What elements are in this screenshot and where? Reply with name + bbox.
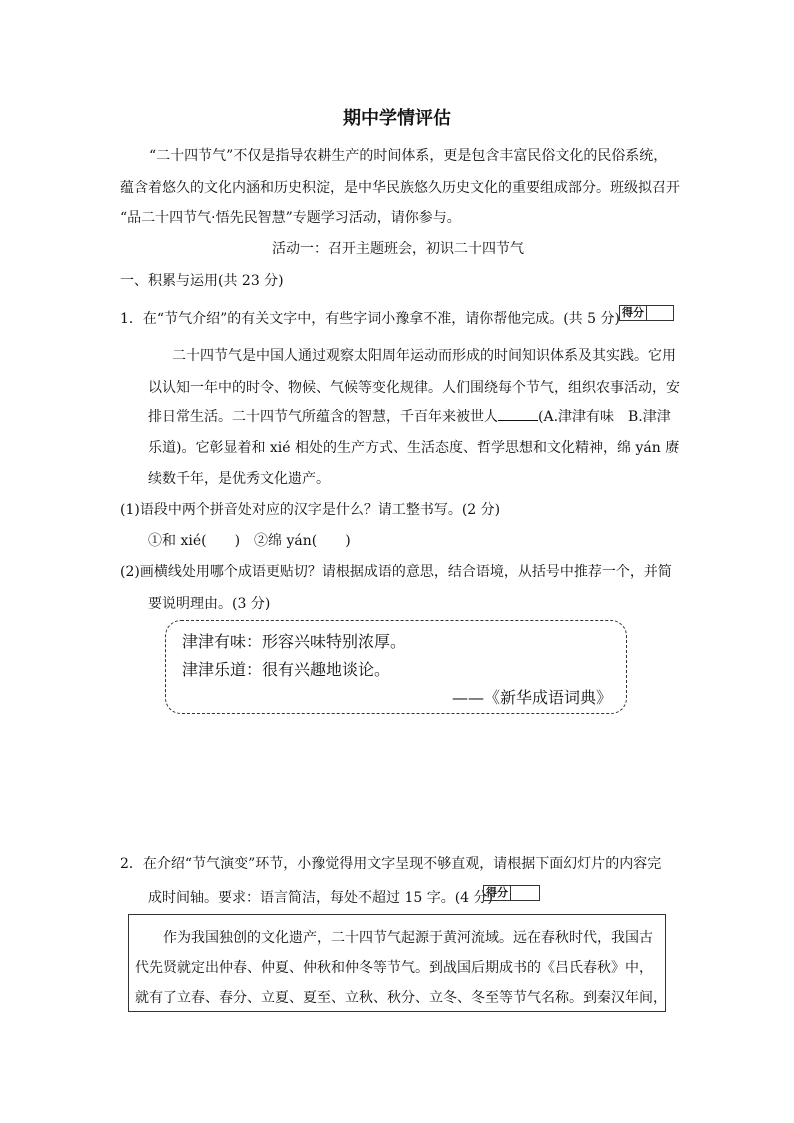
material-line-3: 就有了立春、春分、立夏、夏至、立秋、秋分、立冬、冬至等节气名称。到秦汉年间，	[135, 990, 667, 1006]
dictionary-source: ——《新华成语词典》	[451, 688, 612, 707]
intro-line-2: 蕴含着悠久的文化内涵和历史积淀，是中华民族悠久历史文化的重要组成部分。班级拟召开	[120, 180, 680, 196]
intro-line-3: “品二十四节气·悟先民智慧”专题学习活动，请你参与。	[120, 210, 461, 226]
score-box-q1	[619, 305, 674, 321]
page-title: 期中学情评估	[343, 108, 451, 129]
sub-question-1: (1)语段中两个拼音处对应的汉字是什么？请工整书写。(2 分)	[120, 502, 501, 518]
passage-line-3-a: 排日常生活。二十四节气所蕴含的智慧，千百年来被世人	[148, 409, 498, 425]
material-box	[128, 914, 666, 1012]
material-line-2: 代先贤就定出仲春、仲夏、仲秋和仲冬等节气。到战国后期成书的《吕氏春秋》中，	[135, 960, 653, 976]
passage-line-2: 以认知一年中的时令、物候、气候等变化规律。人们围绕每个节气，组织农事活动，安	[148, 380, 680, 396]
question-1-stem: 1．在“节气介绍”的有关文字中，有些字词小豫拿不准，请你帮他完成。(共 5 分)	[120, 311, 620, 327]
score-box-q2	[483, 885, 540, 901]
answer-blank[interactable]	[498, 408, 538, 421]
section-heading: 一、积累与运用(共 23 分)	[120, 273, 284, 289]
passage-line-1: 二十四节气是中国人通过观察太阳周年运动而形成的时间知识体系及其实践。它用	[172, 348, 676, 364]
passage-line-3	[148, 406, 671, 426]
score-label: 得分	[484, 886, 511, 900]
activity-heading: 活动一：召开主题班会，初识二十四节气	[272, 241, 524, 257]
sub-question-2-line-1: (2)画横线处用哪个成语更贴切？请根据成语的意思，结合语境，从括号中推荐一个，并简	[120, 564, 672, 580]
material-line-1: 作为我国独创的文化遗产，二十四节气起源于黄河流域。远在春秋时代，我国古	[163, 930, 653, 946]
score-label: 得分	[620, 306, 647, 320]
question-2-stem-line-1: 2．在介绍“节气演变”环节，小豫觉得用文字呈现不够直观，请根据下面幻灯片的内容完	[120, 856, 662, 872]
dictionary-entry-1: 津津有味：形容兴味特别浓厚。	[182, 632, 407, 651]
passage-line-5: 续数千年，是优秀文化遗产。	[148, 471, 330, 487]
sub-question-2-line-2: 要说明理由。(3 分)	[148, 596, 271, 612]
dictionary-entry-2: 津津乐道：很有兴趣地谈论。	[182, 660, 391, 679]
question-2-stem-line-2: 成时间轴。要求：语言简洁，每处不超过 15 字。(4 分)	[148, 890, 493, 906]
intro-line-1: “二十四节气”不仅是指导农耕生产的时间体系，更是包含丰富民俗文化的民俗系统，	[149, 148, 668, 164]
passage-line-4: 乐道)。它彰显着和 xié 相处的生产方式、生活态度、哲学思想和文化精神，绵 yán 赓	[148, 440, 680, 456]
dictionary-box	[165, 620, 627, 714]
passage-line-3-b: (A.津津有味 B.津津	[538, 409, 671, 425]
sub-question-1-answer: ①和 xié( ) ②绵 yán( )	[148, 533, 351, 549]
